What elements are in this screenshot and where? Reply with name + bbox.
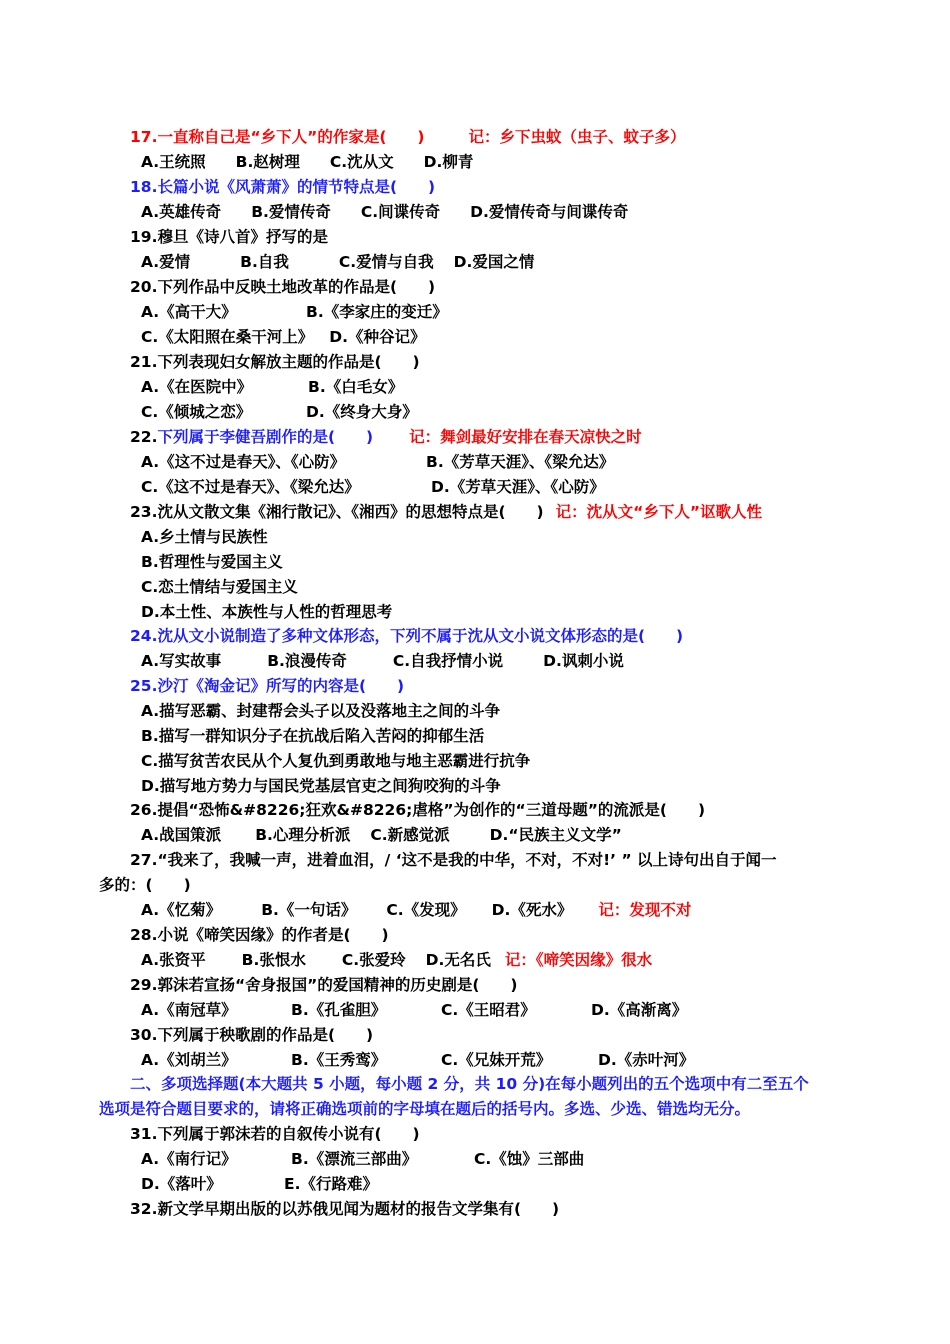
question-25-option-a [141, 700, 500, 722]
option-b: B.《王秀鸾》 [291, 1051, 387, 1069]
question-30-options [141, 1049, 694, 1071]
option-d: D.《终身大身》 [306, 403, 418, 421]
question-20-options-row2 [141, 326, 426, 348]
option-a: A.描写恶霸、封建帮会头子以及没落地主之间的斗争 [141, 702, 501, 720]
question-29-stem [130, 974, 518, 996]
question-29-options [141, 999, 687, 1021]
question-stem: 18.长篇小说《风萧萧》的情节特点是( ) [130, 178, 436, 196]
question-stem: 下列属于李健吾剧作的是( ) [157, 428, 374, 446]
question-stem: 29.郭沫若宣扬“舍身报国”的爱国精神的历史剧是( ) [130, 976, 518, 994]
option-b: B.张恨水 [241, 951, 306, 969]
option-d: D.讽刺小说 [543, 652, 624, 670]
section-instructions-continued: 选项是符合题目要求的，请将正确选项前的字母填在题后的括号内。多选、少选、错选均无分。 [99, 1100, 751, 1118]
question-30-stem [130, 1024, 373, 1046]
option-d: D.本土性、本族性与人性的哲理思考 [141, 603, 393, 621]
question-22-options-row2 [141, 476, 605, 498]
option-c: C.间谍传奇 [360, 203, 441, 221]
question-31-options-row2 [141, 1173, 378, 1195]
memo-note: 记：《啼笑因缘》很水 [504, 951, 653, 969]
option-b: B.《一句话》 [261, 901, 357, 919]
option-c: C.《兄妹开荒》 [441, 1051, 552, 1069]
option-d: D.无名氏 [425, 951, 491, 969]
question-stem: 25.沙汀《淘金记》所写的内容是( ) [130, 677, 405, 695]
question-23-stem [130, 501, 762, 523]
question-23-option-a [141, 526, 268, 548]
option-d: D.爱国之情 [453, 253, 535, 271]
question-23-option-d [141, 601, 392, 623]
question-25-option-c [141, 750, 530, 772]
question-24-options [141, 650, 624, 672]
memo-note: 记：舞剑最好安排在春天凉快之时 [409, 428, 642, 446]
option-b: B.赵树理 [235, 153, 300, 171]
option-a: A.爱情 [141, 253, 191, 271]
option-d: D.描写地方势力与国民党基层官吏之间狗咬狗的斗争 [141, 777, 501, 795]
question-stem: 26.提倡“恐怖&#8226;狂欢&#8226;虐格”为创作的“三道母题”的流派是( ) [130, 801, 706, 819]
question-23-option-c [141, 576, 298, 598]
option-c: C.《这不过是春天》、《梁允达》 [141, 478, 360, 496]
option-b: B.爱情传奇 [251, 203, 331, 221]
question-stem: 31.下列属于郭沫若的自叙传小说有( ) [130, 1125, 420, 1143]
option-a: A.《忆菊》 [141, 901, 222, 919]
question-21-stem [130, 351, 420, 373]
option-b: B.《李家庄的变迁》 [306, 303, 448, 321]
option-b: B.《孔雀胆》 [291, 1001, 387, 1019]
option-b: B.哲理性与爱国主义 [141, 553, 283, 571]
question-stem: 32.新文学早期出版的以苏俄见闻为题材的报告文学集有( ) [130, 1200, 560, 1218]
option-d: D.《死水》 [491, 901, 573, 919]
question-stem: 19.穆旦《诗八首》抒写的是 [130, 228, 328, 246]
option-d: D.《高渐离》 [591, 1001, 688, 1019]
question-23-option-b [141, 551, 283, 573]
option-c: C.沈从文 [329, 153, 394, 171]
question-stem: 28.小说《啼笑因缘》的作者是( ) [130, 926, 389, 944]
question-24-stem [130, 625, 683, 647]
option-c: C.《王昭君》 [441, 1001, 536, 1019]
option-a: A.战国策派 [141, 826, 222, 844]
section-2-heading-continued [99, 1098, 750, 1120]
question-25-option-d [141, 775, 501, 797]
memo-note: 记：乡下虫蚊（虫子、蚊子多） [468, 128, 686, 146]
option-a: A.《刘胡兰》 [141, 1051, 237, 1069]
question-18-stem [130, 176, 435, 198]
option-a: A.《南冠草》 [141, 1001, 237, 1019]
option-c: C.描写贫苦农民从个人复仇到勇敢地与地主恶霸进行抗争 [141, 752, 531, 770]
question-19-options [141, 251, 534, 273]
option-a: A.王统照 [141, 153, 206, 171]
question-stem: 21.下列表现妇女解放主题的作品是( ) [130, 353, 420, 371]
option-c: C.爱情与自我 [338, 253, 434, 271]
option-b: B.自我 [240, 253, 289, 271]
option-a: A.《南行记》 [141, 1150, 237, 1168]
option-d: D.爱情传奇与间谍传奇 [470, 203, 629, 221]
question-22-stem [130, 426, 642, 448]
option-c: C.《倾城之恋》 [141, 403, 252, 421]
section-instructions: 二、多项选择题(本大题共 5 小题，每小题 2 分，共 10 分)在每小题列出的五个选项中有二至五个 [130, 1075, 809, 1093]
option-c: C.恋土情结与爱国主义 [141, 578, 298, 596]
option-a: A.《高干大》 [141, 303, 237, 321]
option-e: E.《行路难》 [284, 1175, 378, 1193]
option-b: B.《漂流三部曲》 [291, 1150, 418, 1168]
question-17-stem [130, 126, 686, 148]
question-20-options-row1 [141, 301, 448, 323]
memo-note: 记：发现不对 [598, 901, 692, 919]
option-c: C.《蚀》三部曲 [474, 1150, 585, 1168]
option-a: A.张资平 [141, 951, 206, 969]
option-c: C.《太阳照在桑干河上》 [141, 328, 314, 346]
option-d: D.“民族主义文学” [489, 826, 622, 844]
question-stem: 30.下列属于秧歌剧的作品是( ) [130, 1026, 374, 1044]
option-d: D.《芳草天涯》、《心防》 [431, 478, 605, 496]
option-c: C.张爱玲 [341, 951, 406, 969]
question-25-option-b [141, 725, 484, 747]
option-c: C.《发现》 [386, 901, 466, 919]
question-19-stem [130, 226, 328, 248]
option-b: B.《白毛女》 [308, 378, 404, 396]
question-21-options-row1 [141, 376, 403, 398]
question-31-options-row1 [141, 1148, 584, 1170]
question-stem: 27.“我来了，我喊一声，进着血泪，/ ‘这不是我的中华，不对，不对!’ ” 以上诗句出自于闻一 [130, 851, 777, 869]
option-a: A.《这不过是春天》、《心防》 [141, 453, 346, 471]
question-26-options [141, 824, 622, 846]
question-22-options-row1 [141, 451, 614, 473]
question-number: 22. [130, 428, 158, 446]
option-b: B.心理分析派 [255, 826, 351, 844]
question-21-options-row2 [141, 401, 418, 423]
option-b: B.《芳草天涯》、《梁允达》 [426, 453, 615, 471]
question-28-stem [130, 924, 389, 946]
option-a: A.《在医院中》 [141, 378, 253, 396]
question-stem: 17.一直称自己是“乡下人”的作家是( ) [130, 128, 425, 146]
question-stem-continued: 多的：( ) [99, 876, 191, 894]
option-a: A.写实故事 [141, 652, 222, 670]
question-27-options [141, 899, 691, 921]
question-31-stem [130, 1123, 420, 1145]
question-27-stem-continued [99, 874, 191, 896]
option-a: A.英雄传奇 [141, 203, 222, 221]
memo-note: 记：沈从文“乡下人”讴歌人性 [555, 503, 763, 521]
option-d: D.《落叶》 [141, 1175, 222, 1193]
question-17-options [141, 151, 473, 173]
question-stem: 23.沈从文散文集《湘行散记》、《湘西》的思想特点是( ) [130, 503, 544, 521]
question-27-stem [130, 849, 777, 871]
section-2-heading [130, 1073, 809, 1095]
option-d: D.《种谷记》 [329, 328, 426, 346]
option-a: A.乡土情与民族性 [141, 528, 268, 546]
question-stem: 24.沈从文小说制造了多种文体形态，下列不属于沈从文小说文体形态的是( ) [130, 627, 684, 645]
option-c: C.新感觉派 [370, 826, 450, 844]
question-32-stem [130, 1198, 559, 1220]
option-d: D.《赤叶河》 [598, 1051, 695, 1069]
option-c: C.自我抒情小说 [392, 652, 504, 670]
question-26-stem [130, 799, 705, 821]
question-stem: 20.下列作品中反映土地改革的作品是( ) [130, 278, 436, 296]
question-20-stem [130, 276, 435, 298]
question-18-options [141, 201, 628, 223]
option-d: D.柳青 [423, 153, 474, 171]
question-28-options [141, 949, 652, 971]
option-b: B.浪漫传奇 [267, 652, 347, 670]
question-25-stem [130, 675, 404, 697]
option-b: B.描写一群知识分子在抗战后陷入苦闷的抑郁生活 [141, 727, 485, 745]
